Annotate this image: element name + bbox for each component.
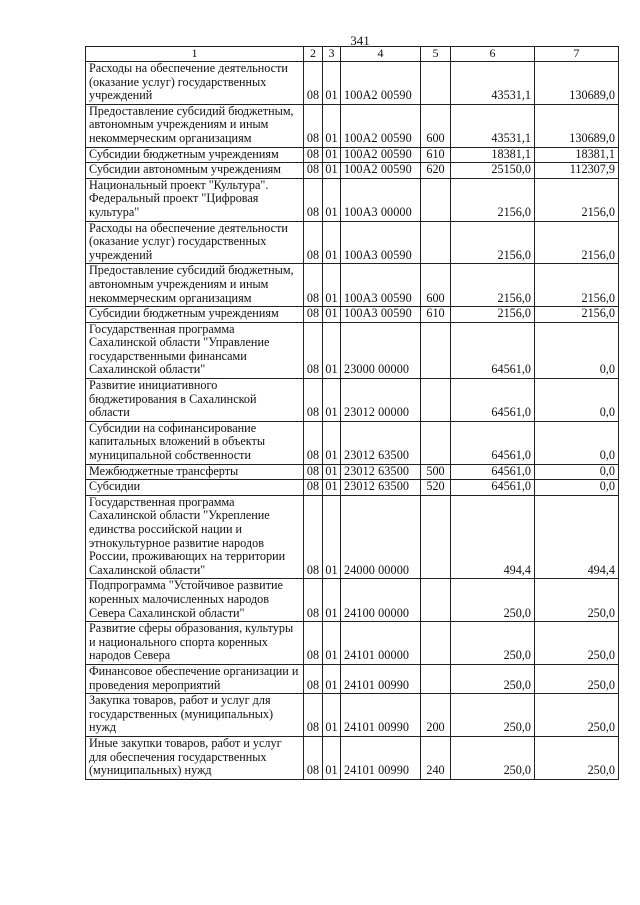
row-expense-type-cell <box>421 379 451 422</box>
row-target-article-cell: 23012 00000 <box>341 379 421 422</box>
row-name-cell: Финансовое обеспечение организации и проведения мероприятий <box>86 664 304 693</box>
row-target-article-cell: 24000 00000 <box>341 495 421 579</box>
row-amount-col6-cell: 494,4 <box>451 495 535 579</box>
row-subsection-cell: 01 <box>323 664 341 693</box>
table-row <box>86 147 619 163</box>
row-subsection-cell: 01 <box>323 147 341 163</box>
row-name-cell: Межбюджетные трансферты <box>86 464 304 480</box>
row-name-cell: Подпрограмма "Устойчивое развитие коренных малочисленных народов Севера Сахалинской области" <box>86 579 304 622</box>
row-subsection-cell: 01 <box>323 62 341 105</box>
row-amount-col6-cell: 64561,0 <box>451 464 535 480</box>
row-section-cell: 08 <box>304 104 323 147</box>
row-name-cell: Расходы на обеспечение деятельности (оказание услуг) государственных учреждений <box>86 221 304 264</box>
row-section-cell: 08 <box>304 664 323 693</box>
row-amount-col7-cell: 0,0 <box>535 379 619 422</box>
row-target-article-cell: 24101 00000 <box>341 622 421 665</box>
row-target-article-cell: 100А3 00590 <box>341 221 421 264</box>
row-expense-type-cell: 610 <box>421 147 451 163</box>
row-amount-col7-cell: 250,0 <box>535 664 619 693</box>
header-row <box>86 47 619 62</box>
row-expense-type-cell <box>421 221 451 264</box>
row-target-article-cell: 24101 00990 <box>341 664 421 693</box>
row-expense-type-cell <box>421 664 451 693</box>
row-subsection-cell: 01 <box>323 736 341 779</box>
table-row <box>86 694 619 737</box>
row-subsection-cell: 01 <box>323 104 341 147</box>
row-amount-col7-cell: 130689,0 <box>535 62 619 105</box>
row-amount-col6-cell: 18381,1 <box>451 147 535 163</box>
row-section-cell: 08 <box>304 464 323 480</box>
row-name-cell: Национальный проект "Культура". Федеральный проект "Цифровая культура" <box>86 178 304 221</box>
row-subsection-cell: 01 <box>323 495 341 579</box>
row-amount-col6-cell: 64561,0 <box>451 480 535 496</box>
row-subsection-cell: 01 <box>323 464 341 480</box>
row-expense-type-cell: 620 <box>421 163 451 179</box>
row-amount-col7-cell: 112307,9 <box>535 163 619 179</box>
row-section-cell: 08 <box>304 421 323 464</box>
row-section-cell: 08 <box>304 264 323 307</box>
row-amount-col7-cell: 0,0 <box>535 464 619 480</box>
row-name-cell: Развитие инициативного бюджетирования в Сахалинской области <box>86 379 304 422</box>
row-amount-col6-cell: 2156,0 <box>451 221 535 264</box>
header-cell-col6: 6 <box>451 47 535 62</box>
row-expense-type-cell: 610 <box>421 307 451 323</box>
header-cell-col2: 2 <box>304 47 323 62</box>
budget-table <box>85 46 619 780</box>
table-row <box>86 322 619 378</box>
row-target-article-cell: 23000 00000 <box>341 322 421 378</box>
row-subsection-cell: 01 <box>323 379 341 422</box>
row-subsection-cell: 01 <box>323 307 341 323</box>
row-amount-col7-cell: 2156,0 <box>535 264 619 307</box>
row-name-cell: Субсидии бюджетным учреждениям <box>86 307 304 323</box>
table-row <box>86 379 619 422</box>
row-subsection-cell: 01 <box>323 622 341 665</box>
table-row <box>86 264 619 307</box>
row-subsection-cell: 01 <box>323 579 341 622</box>
row-name-cell: Субсидии бюджетным учреждениям <box>86 147 304 163</box>
row-amount-col6-cell: 64561,0 <box>451 322 535 378</box>
row-amount-col6-cell: 64561,0 <box>451 379 535 422</box>
row-section-cell: 08 <box>304 163 323 179</box>
row-amount-col7-cell: 2156,0 <box>535 178 619 221</box>
row-amount-col7-cell: 0,0 <box>535 421 619 464</box>
row-subsection-cell: 01 <box>323 694 341 737</box>
row-target-article-cell: 23012 63500 <box>341 464 421 480</box>
table-row <box>86 163 619 179</box>
row-name-cell: Субсидии автономным учреждениям <box>86 163 304 179</box>
row-subsection-cell: 01 <box>323 221 341 264</box>
row-name-cell: Государственная программа Сахалинской области "Укрепление единства российской нации и этнокультурное развитие народов России, проживающих на территории Сахалинской области" <box>86 495 304 579</box>
row-section-cell: 08 <box>304 178 323 221</box>
row-subsection-cell: 01 <box>323 322 341 378</box>
header-cell-col5: 5 <box>421 47 451 62</box>
row-amount-col7-cell: 250,0 <box>535 694 619 737</box>
row-name-cell: Развитие сферы образования, культуры и национального спорта коренных народов Севера <box>86 622 304 665</box>
row-subsection-cell: 01 <box>323 264 341 307</box>
row-expense-type-cell: 520 <box>421 480 451 496</box>
row-amount-col6-cell: 43531,1 <box>451 62 535 105</box>
row-expense-type-cell <box>421 178 451 221</box>
row-subsection-cell: 01 <box>323 163 341 179</box>
row-subsection-cell: 01 <box>323 421 341 464</box>
row-target-article-cell: 24101 00990 <box>341 736 421 779</box>
row-amount-col7-cell: 0,0 <box>535 480 619 496</box>
row-expense-type-cell <box>421 62 451 105</box>
row-name-cell: Расходы на обеспечение деятельности (оказание услуг) государственных учреждений <box>86 62 304 105</box>
row-section-cell: 08 <box>304 579 323 622</box>
table-row <box>86 480 619 496</box>
table-row <box>86 421 619 464</box>
row-section-cell: 08 <box>304 62 323 105</box>
row-target-article-cell: 100А3 00590 <box>341 307 421 323</box>
row-amount-col6-cell: 64561,0 <box>451 421 535 464</box>
table-row <box>86 664 619 693</box>
row-expense-type-cell <box>421 622 451 665</box>
table-row <box>86 622 619 665</box>
row-expense-type-cell: 600 <box>421 104 451 147</box>
header-cell-col1: 1 <box>86 47 304 62</box>
row-expense-type-cell <box>421 421 451 464</box>
row-subsection-cell: 01 <box>323 480 341 496</box>
row-amount-col6-cell: 250,0 <box>451 736 535 779</box>
row-target-article-cell: 100А2 00590 <box>341 62 421 105</box>
row-amount-col6-cell: 2156,0 <box>451 178 535 221</box>
row-section-cell: 08 <box>304 480 323 496</box>
row-name-cell: Субсидии <box>86 480 304 496</box>
row-name-cell: Предоставление субсидий бюджетным, автономным учреждениям и иным некоммерческим организациям <box>86 104 304 147</box>
table-row <box>86 495 619 579</box>
row-amount-col6-cell: 250,0 <box>451 622 535 665</box>
table-row <box>86 178 619 221</box>
row-amount-col7-cell: 130689,0 <box>535 104 619 147</box>
row-name-cell: Предоставление субсидий бюджетным, автономным учреждениям и иным некоммерческим организациям <box>86 264 304 307</box>
header-cell-col7: 7 <box>535 47 619 62</box>
table-row <box>86 579 619 622</box>
row-target-article-cell: 23012 63500 <box>341 421 421 464</box>
row-expense-type-cell <box>421 579 451 622</box>
row-name-cell: Субсидии на софинансирование капитальных вложений в объекты муниципальной собственности <box>86 421 304 464</box>
row-expense-type-cell <box>421 322 451 378</box>
row-amount-col6-cell: 43531,1 <box>451 104 535 147</box>
row-name-cell: Закупка товаров, работ и услуг для государственных (муниципальных) нужд <box>86 694 304 737</box>
table-row <box>86 736 619 779</box>
row-amount-col7-cell: 250,0 <box>535 579 619 622</box>
row-amount-col7-cell: 2156,0 <box>535 307 619 323</box>
row-target-article-cell: 100А2 00590 <box>341 104 421 147</box>
row-section-cell: 08 <box>304 147 323 163</box>
row-target-article-cell: 24100 00000 <box>341 579 421 622</box>
page-number: 341 <box>350 33 370 48</box>
table-row <box>86 62 619 105</box>
row-target-article-cell: 100А3 00590 <box>341 264 421 307</box>
row-amount-col6-cell: 250,0 <box>451 664 535 693</box>
row-expense-type-cell <box>421 495 451 579</box>
row-amount-col6-cell: 2156,0 <box>451 307 535 323</box>
table-row <box>86 221 619 264</box>
row-amount-col7-cell: 2156,0 <box>535 221 619 264</box>
header-cell-col3: 3 <box>323 47 341 62</box>
row-expense-type-cell: 600 <box>421 264 451 307</box>
table-row <box>86 104 619 147</box>
row-amount-col7-cell: 494,4 <box>535 495 619 579</box>
row-amount-col7-cell: 0,0 <box>535 322 619 378</box>
table-row <box>86 307 619 323</box>
row-section-cell: 08 <box>304 322 323 378</box>
row-target-article-cell: 100А2 00590 <box>341 163 421 179</box>
row-subsection-cell: 01 <box>323 178 341 221</box>
row-target-article-cell: 100А3 00000 <box>341 178 421 221</box>
row-expense-type-cell: 500 <box>421 464 451 480</box>
row-section-cell: 08 <box>304 736 323 779</box>
row-section-cell: 08 <box>304 495 323 579</box>
row-amount-col6-cell: 250,0 <box>451 694 535 737</box>
row-name-cell: Государственная программа Сахалинской области "Управление государственными финансами Сахалинской области" <box>86 322 304 378</box>
row-expense-type-cell: 200 <box>421 694 451 737</box>
row-amount-col6-cell: 250,0 <box>451 579 535 622</box>
row-section-cell: 08 <box>304 221 323 264</box>
row-section-cell: 08 <box>304 622 323 665</box>
row-name-cell: Иные закупки товаров, работ и услуг для обеспечения государственных (муниципальных) нужд <box>86 736 304 779</box>
row-section-cell: 08 <box>304 307 323 323</box>
row-expense-type-cell: 240 <box>421 736 451 779</box>
row-section-cell: 08 <box>304 694 323 737</box>
row-target-article-cell: 100А2 00590 <box>341 147 421 163</box>
row-amount-col7-cell: 250,0 <box>535 622 619 665</box>
row-target-article-cell: 24101 00990 <box>341 694 421 737</box>
table-row <box>86 464 619 480</box>
row-target-article-cell: 23012 63500 <box>341 480 421 496</box>
header-cell-col4: 4 <box>341 47 421 62</box>
row-amount-col7-cell: 18381,1 <box>535 147 619 163</box>
row-amount-col6-cell: 25150,0 <box>451 163 535 179</box>
row-amount-col6-cell: 2156,0 <box>451 264 535 307</box>
row-amount-col7-cell: 250,0 <box>535 736 619 779</box>
row-section-cell: 08 <box>304 379 323 422</box>
